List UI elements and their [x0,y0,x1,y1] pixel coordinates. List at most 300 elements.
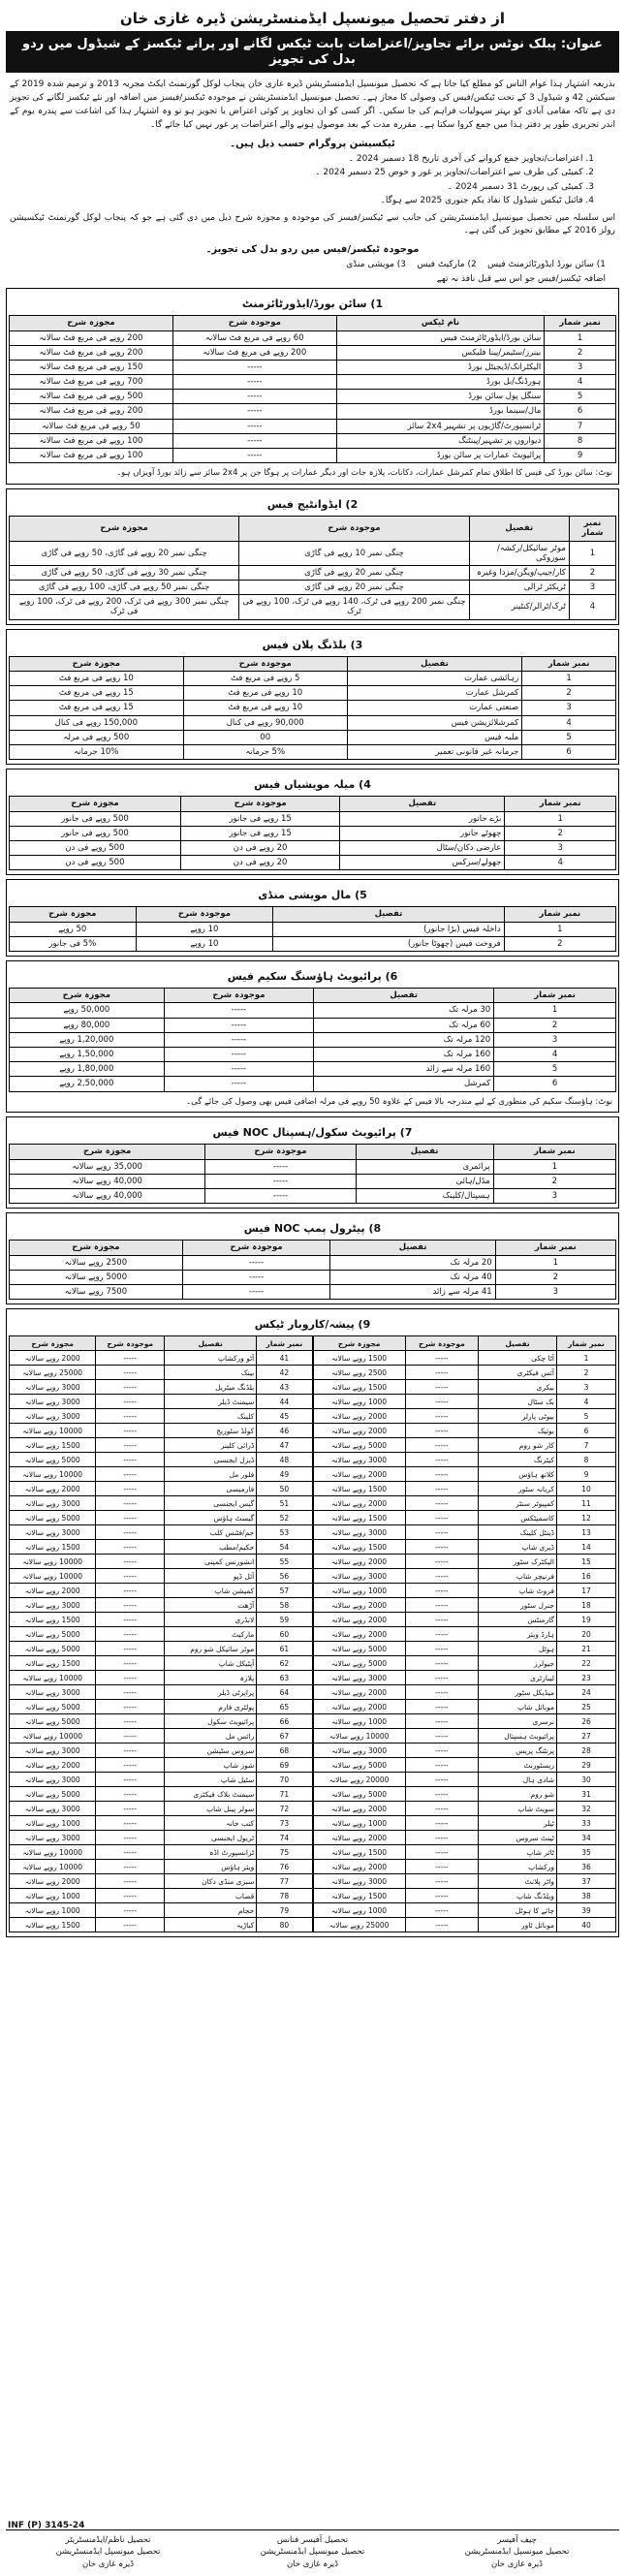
cell-name: شو روم [479,1787,557,1802]
column-header-proposed: مجوزہ شرح [10,1241,183,1255]
column-header-detail: تفصیل [314,989,494,1003]
cell-proposed: چنگی نمبر 30 روپے فی گاڑی، 50 روپے فی گاڑی [10,565,239,580]
cell-proposed: 5000 روپے سالانہ [10,1700,96,1714]
cell-proposed: 40,000 روپے سالانہ [10,1189,205,1204]
cell-current: ----- [96,1627,165,1642]
table-row [10,1598,313,1613]
cell-current: ----- [96,1903,165,1918]
cell-serial: 7 [545,419,616,433]
cell-current: ----- [182,1284,330,1299]
table-row [313,1860,616,1874]
cell-proposed: 50 روپے فی مربع فٹ سالانہ [10,419,173,433]
cell-serial: 30 [557,1773,616,1787]
cell-proposed: 5000 روپے سالانہ [313,1642,405,1656]
table-row [10,1816,313,1831]
section-fair-fee [6,769,619,875]
cell-current: ----- [96,1816,165,1831]
cell-current: ----- [405,1729,478,1744]
table-header-row [10,316,616,330]
cell-serial: 5 [522,730,616,744]
cell-name: قصاب [165,1889,257,1903]
table-row [10,1831,313,1845]
column-header-proposed: مجوزہ شرح [10,656,184,671]
cell-current: ----- [96,1744,165,1758]
cell-current: چنگی نمبر 20 روپے فی گاڑی [239,565,470,580]
cell-proposed: 3000 روپے سالانہ [10,1773,96,1787]
table-row [10,1351,313,1366]
cell-current: ----- [172,375,336,390]
table-row [313,1874,616,1889]
table-row [10,1584,313,1598]
cell-serial: 14 [557,1540,616,1555]
column-header-detail: تفصیل [340,797,505,811]
cell-serial: 1 [493,1159,615,1174]
cell-current: ----- [96,1860,165,1874]
cell-proposed: 100 روپے فی مربع فٹ سالانہ [10,433,173,448]
cell-proposed: 2000 روپے سالانہ [313,1831,405,1845]
schedule-list [6,152,619,210]
cell-serial: 53 [257,1525,312,1540]
section-signboard [6,288,619,485]
column-header-detail: تفصیل [469,517,569,541]
table-row [313,1584,616,1598]
cell-current: ----- [96,1467,165,1482]
cell-proposed: 3000 روپے سالانہ [313,1569,405,1584]
table-row [10,1032,616,1047]
cell-serial: 68 [257,1744,312,1758]
cell-proposed: 1000 روپے سالانہ [313,1395,405,1409]
table-row [10,715,616,730]
signature-administrator [6,2534,210,2570]
cell-current: ----- [96,1671,165,1685]
table-row [10,1656,313,1671]
fee-table [9,516,616,620]
column-header-detail: تفصیل [165,1336,257,1351]
cell-current: ----- [405,1787,478,1802]
cell-current: ----- [405,1860,478,1874]
cell-name: ڈرائی کلینر [165,1438,257,1453]
sig-line: تحصیل ناظم/ایڈمنسٹریٹر [65,2535,151,2546]
table-row [10,1845,313,1860]
cell-proposed: 50 روپے [10,922,137,936]
cell-proposed: 150 روپے فی مربع فٹ سالانہ [10,360,173,374]
cell-proposed: 10000 روپے سالانہ [10,1845,96,1860]
cell-current: 20 روپے فی دن [180,840,339,855]
cell-current: ----- [96,1845,165,1860]
cell-serial: 2 [493,1174,615,1188]
cell-current: ----- [164,1003,314,1018]
table-row [313,1685,616,1700]
cell-name: صنعتی عمارت [347,701,521,715]
cell-proposed: 1500 روپے سالانہ [313,1511,405,1525]
fee-table [9,1240,616,1300]
cell-serial: 1 [545,330,616,345]
table-row [10,1496,313,1511]
cell-name: کمرشلائزیشن فیس [347,715,521,730]
cell-name: میڈیکل سٹور [479,1685,557,1700]
table-row [10,1773,313,1787]
cell-proposed: 2,50,000 روپے [10,1077,165,1091]
cell-name: پرائیویٹ عمارات پر سائن بورڈ [336,449,545,463]
cell-current: ----- [96,1787,165,1802]
cell-name: مڈل/ہائی [356,1174,493,1188]
cell-name: آڑھت [165,1598,257,1613]
sig-line: تحصیل میونسپل ایڈمنسٹریشن [260,2547,365,2558]
column-header-detail: تفصیل [479,1336,557,1351]
cell-name: فلور مل [165,1467,257,1482]
cell-proposed: 5000 روپے سالانہ [313,1438,405,1453]
schedule-item: 4. فائنل ٹیکس شیڈول کا نفاذ یکم جنوری 2025 سے ہوگا۔ [380,196,594,206]
table-row [10,1077,616,1091]
table-row [313,1714,616,1729]
cell-serial: 7 [557,1438,616,1453]
cell-serial: 72 [257,1802,312,1816]
cell-current: ----- [96,1540,165,1555]
cell-name: کیٹرنگ [479,1453,557,1467]
cell-current: ----- [96,1409,165,1424]
column-header-current: موجودہ شرح [183,656,347,671]
cell-proposed: چنگی نمبر 300 روپے فی ٹرک، 200 روپے فی ٹرک، 100 روپے فی ٹرک [10,595,239,619]
cell-current: ----- [405,1903,478,1918]
table-row [313,1409,616,1424]
column-header-current: موجودہ شرح [239,517,470,541]
fee-table [9,906,616,952]
table-row [313,1918,616,1932]
table-header-row [10,907,616,922]
section-title: 4) میلہ مویشیاں فیس [254,778,371,792]
cell-serial: 49 [257,1467,312,1482]
cell-proposed: 3000 روپے سالانہ [10,1380,96,1395]
cell-current: ----- [405,1802,478,1816]
cell-name: حکیم/مطب [165,1540,257,1555]
cell-proposed: 5% فی جانور [10,936,137,951]
cell-serial: 28 [557,1744,616,1758]
column-header-name: نام ٹیکس [336,316,545,330]
sig-line: ڈیرہ غازی خان [81,2559,135,2569]
cell-name: آئس فیکٹری [479,1366,557,1380]
cell-serial: 9 [557,1467,616,1482]
section-title: 8) پیٹرول پمپ NOC فیس [243,1222,382,1236]
cell-current: ----- [405,1540,478,1555]
cell-current: ----- [96,1496,165,1511]
table-row [313,1656,616,1671]
schedule-item: 3. کمیٹی کی رپورٹ 31 دسمبر 2024 ۔ [447,181,594,192]
cell-current: ----- [405,1816,478,1831]
schedule-note: اس سلسلہ میں تحصیل میونسپل ایڈمنسٹریشن کی جانب سے ٹیکسز/فیسز کی موجودہ و مجوزہ شرح ذیل میں دی گئی ہے جو کہ پنجاب لوکل گورنمنٹ ٹیکسیشن رولز 2016 کے مطابق تجویز کی گئی ہے۔ [10,212,615,236]
cell-proposed: 5000 روپے سالانہ [313,1787,405,1802]
cell-current: ----- [405,1366,478,1380]
cell-current: ----- [96,1482,165,1496]
table-row [10,1714,313,1729]
cell-name: فارمیسی [165,1482,257,1496]
table-row [10,1671,313,1685]
cell-name: واٹر پلانٹ [479,1874,557,1889]
cell-current: ----- [96,1656,165,1671]
cell-name: پرنٹنگ پریس [479,1744,557,1758]
cell-current: ----- [96,1831,165,1845]
cell-serial: 59 [257,1613,312,1627]
cell-serial: 35 [557,1845,616,1860]
table-row [313,1366,616,1380]
table-row [10,922,616,936]
cell-proposed: 5000 روپے سالانہ [313,1656,405,1671]
cell-name: ویئر ہاؤس [165,1860,257,1874]
cell-proposed: 25000 روپے سالانہ [10,1366,96,1380]
cell-proposed: 15 روپے فی مربع فٹ [10,686,184,701]
table-row [10,433,616,448]
cell-serial: 27 [557,1729,616,1744]
cell-name: الیکٹرانک/ڈیجیٹل بورڈ [336,360,545,374]
table-row [10,581,616,595]
cell-proposed: 5000 روپے سالانہ [10,1511,96,1525]
table-row [10,730,616,744]
cell-serial: 3 [495,1284,615,1299]
table-row [313,1758,616,1773]
cell-serial: 1 [495,1255,615,1270]
cell-name: بیوٹی پارلر [479,1409,557,1424]
cell-current: ----- [172,433,336,448]
section-title: 5) مال مویشی منڈی [258,889,367,902]
cell-name: ٹیلر [479,1816,557,1831]
column-header-current: موجودہ شرح [405,1336,478,1351]
cell-current: 00 [183,730,347,744]
fee-table [9,796,616,870]
cell-current: 15 روپے فی جانور [180,811,339,826]
cell-proposed: 1500 روپے سالانہ [313,1540,405,1555]
cell-name: ہورڈنگ/بل بورڈ [336,375,545,390]
cell-proposed: 150,000 روپے فی کنال [10,715,184,730]
cell-proposed: 7500 روپے سالانہ [10,1284,183,1299]
cell-name: کتب خانہ [165,1816,257,1831]
cell-proposed: 10% جرمانہ [10,744,184,759]
schedule-item: 1. اعتراضات/تجاویز جمع کروانے کی آخری تاریخ 18 دسمبر 2024 ۔ [348,153,594,164]
cell-current: ----- [96,1874,165,1889]
cell-serial: 4 [522,715,616,730]
cell-name: جنرل سٹور [479,1598,557,1613]
cell-name: عارضی دکان/سٹال [340,840,505,855]
office-title: از دفتر تحصیل میونسپل ایڈمنسٹریشن ڈیرہ غازی خان [119,10,506,27]
cell-proposed: 3000 روپے سالانہ [10,1395,96,1409]
column-header-current: موجودہ شرح [136,907,273,922]
cell-name: ملبہ فیس [347,730,521,744]
cell-name: 40 مرلہ تک [330,1270,495,1284]
cell-current: چنگی نمبر 20 روپے فی گاڑی [239,581,470,595]
cell-proposed: 1500 روپے سالانہ [313,1351,405,1366]
cell-serial: 2 [504,936,615,951]
cell-proposed: 80,000 روپے [10,1018,165,1032]
cell-current: 10 روپے [136,922,273,936]
table-row [313,1642,616,1656]
cell-serial: 47 [257,1438,312,1453]
cell-current: ----- [164,1032,314,1047]
cell-serial: 2 [545,345,616,360]
cell-current: ----- [96,1685,165,1700]
cell-current: ----- [405,1482,478,1496]
cell-serial: 42 [257,1366,312,1380]
column-header-serial: نمبر شمار [493,1145,615,1159]
fee-table [9,988,616,1091]
cell-serial: 4 [569,595,615,619]
column-header-detail: تفصیل [347,656,521,671]
cell-name: گیس ایجنسی [165,1496,257,1511]
table-row [313,1744,616,1758]
cell-current: ----- [405,1424,478,1438]
table-row [10,1159,616,1174]
cell-name: آپٹیکل شاپ [165,1656,257,1671]
cell-name: پلازہ [165,1671,257,1685]
cell-proposed: 2000 روپے سالانہ [313,1802,405,1816]
table-row [10,1802,313,1816]
cell-serial: 26 [557,1714,616,1729]
cell-proposed: 50,000 روپے [10,1003,165,1018]
cell-serial: 22 [557,1656,616,1671]
cell-serial: 24 [557,1685,616,1700]
table-header-row [10,517,616,541]
cell-current: 20 روپے فی دن [180,856,339,870]
table-row [313,1787,616,1802]
cell-current: ----- [172,390,336,404]
cell-serial: 25 [557,1700,616,1714]
table-row [10,1003,616,1018]
table-header-row [10,1241,616,1255]
cell-serial: 62 [257,1656,312,1671]
fee-table [9,656,616,760]
cell-name: ریسٹورنٹ [479,1758,557,1773]
table-row [10,1062,616,1077]
cell-serial: 18 [557,1598,616,1613]
table-row [313,1598,616,1613]
cell-serial: 3 [505,840,616,855]
cell-current: 200 روپے فی مربع فٹ سالانہ [172,345,336,360]
cell-name: چھوٹے جانور [340,826,505,840]
cell-current: ----- [96,1351,165,1366]
cell-current: ----- [405,1700,478,1714]
cell-current: ----- [405,1555,478,1569]
cell-serial: 38 [557,1889,616,1903]
cell-current: ----- [96,1525,165,1540]
section-title: 7) پرائیویٹ سکول/ہسپتال NOC فیس [212,1126,413,1140]
table-row [313,1569,616,1584]
cell-current: ----- [96,1424,165,1438]
cell-name: سولر پینل شاپ [165,1802,257,1816]
table-row [10,1255,616,1270]
column-header-proposed: مجوزہ شرح [313,1336,405,1351]
section-title: 6) پرائیویٹ ہاؤسنگ سکیم فیس [227,970,398,984]
cell-proposed: 1500 روپے سالانہ [10,1918,96,1932]
cell-name: لانڈری [165,1613,257,1627]
cell-serial: 66 [257,1714,312,1729]
cell-current: ----- [405,1395,478,1409]
cell-current: ----- [405,1685,478,1700]
sig-line: تحصیل آفیسر فنانس [276,2535,349,2546]
cell-current: ----- [96,1802,165,1816]
cell-name: کار شو روم [479,1438,557,1453]
cell-current: ----- [172,404,336,419]
column-header-serial: نمبر شمار [522,656,616,671]
cell-proposed: 2000 روپے سالانہ [10,1874,96,1889]
cell-proposed: 500 روپے فی جانور [10,826,181,840]
cell-name: سبزی منڈی دکان [165,1874,257,1889]
cell-proposed: 3000 روپے سالانہ [313,1874,405,1889]
cell-name: ٹریول ایجنسی [165,1831,257,1845]
table-row [313,1802,616,1816]
cell-current: 10 روپے فی مربع فٹ [183,701,347,715]
cell-serial: 50 [257,1482,312,1496]
cell-proposed: 1000 روپے سالانہ [10,1903,96,1918]
cell-serial: 2 [505,826,616,840]
inf-code: INF (P) 3145-24 [8,2521,85,2531]
table-row [313,1540,616,1555]
table-row [10,826,616,840]
table-row [10,744,616,759]
cell-name: کمپیوٹر سنٹر [479,1496,557,1511]
cell-proposed: 2000 روپے سالانہ [313,1424,405,1438]
intro-paragraph: بذریعہ اشتہار ہذا عوام الناس کو مطلع کیا جاتا ہے کہ تحصیل میونسپل ایڈمنسٹریشن ڈیرہ غازی خان پنجاب لوکل گورنمنٹ ایکٹ مجریہ 2013 و ترمیم شدہ 2019 کے سیکشن 42 و شیڈول 3 کے تحت ٹیکس/فیس کی وصولی کا مجاز ہے۔ تحصیل میونسپل ایڈمنسٹریشن نے موجودہ ٹیکسز/فیسز میں اضافہ اور نئے ٹیکسز لگانے کی تجویز دی ہے تاکہ مقامی آبادی کو بہتر سہولیات فراہم کی جا سکیں۔ اگر کسی کو ان تجاویز پر کوئی اعتراض یا تجویز ہو تو وہ اشتہار ہذا کی اشاعت سے پندرہ یوم کے اندر تحریری طور پر دفتر ہذا میں جمع کروا سکتا ہے۔ مقررہ مدت کے بعد موصول ہونے والے اعتراضات پر غور نہیں کیا جائے گا۔ [10,79,616,130]
cell-serial: 46 [257,1424,312,1438]
cell-name: آٹا چکی [479,1351,557,1366]
cell-current: ----- [405,1598,478,1613]
cell-name: جم/فٹنس کلب [165,1525,257,1540]
cell-serial: 2 [494,1018,616,1032]
cell-name: موبائل ٹاور [479,1918,557,1932]
cell-proposed: 200 روپے فی مربع فٹ سالانہ [10,404,173,419]
cell-name: آٹو ورکشاپ [165,1351,257,1366]
column-header-proposed: مجوزہ شرح [10,907,137,922]
table-row [10,1467,313,1482]
table-row [313,1831,616,1845]
cell-name: ہسپتال/کلینک [356,1189,493,1204]
cell-serial: 79 [257,1903,312,1918]
cell-name: کریانہ سٹور [479,1482,557,1496]
cell-proposed: 3000 روپے سالانہ [10,1744,96,1758]
table-row [313,1613,616,1627]
table-row [10,1569,313,1584]
cell-serial: 80 [257,1918,312,1932]
cell-current: ----- [405,1453,478,1467]
current-tax-note: اضافہ ٹیکسز/فیس جو اس سے قبل نافذ نہ تھے [436,273,606,284]
cell-serial: 58 [257,1598,312,1613]
table-header-row [10,656,616,671]
cell-proposed: 10000 روپے سالانہ [10,1424,96,1438]
schedule-title: ٹیکسیشن پروگرام حسب ذیل ہیں۔ [230,138,395,149]
cell-serial: 6 [557,1424,616,1438]
cell-serial: 8 [545,433,616,448]
cell-current: ----- [205,1189,356,1204]
table-row [10,1525,313,1540]
cell-current: ----- [405,1918,478,1932]
cell-current: چنگی نمبر 200 روپے فی ٹرک، 140 روپے فی ٹرک، 100 روپے فی ٹرک [239,595,470,619]
cell-serial: 16 [557,1569,616,1584]
table-row [313,1467,616,1482]
cell-serial: 6 [522,744,616,759]
cell-serial: 4 [505,856,616,870]
fee-table [9,315,616,463]
signature-finance-officer [210,2534,415,2570]
cell-name: موبائل شاپ [479,1700,557,1714]
cell-current: ----- [96,1642,165,1656]
column-header-serial: نمبر شمار [504,907,615,922]
section-cattle-market [6,879,619,957]
column-header-current: موجودہ شرح [182,1241,330,1255]
table-row [10,1642,313,1656]
cell-proposed: 1500 روپے سالانہ [313,1482,405,1496]
cell-serial: 43 [257,1380,312,1395]
schedule-item: 2. کمیٹی کی طرف سے اعتراضات/تجاویز پر غور و خوض 25 دسمبر 2024 ۔ [315,168,594,178]
cell-name: جھولے/سرکس [340,856,505,870]
cell-name: 160 مرلہ سے زائد [314,1062,494,1077]
cell-name: انشورنس کمپنی [165,1555,257,1569]
cell-name: ڈیزل ایجنسی [165,1453,257,1467]
